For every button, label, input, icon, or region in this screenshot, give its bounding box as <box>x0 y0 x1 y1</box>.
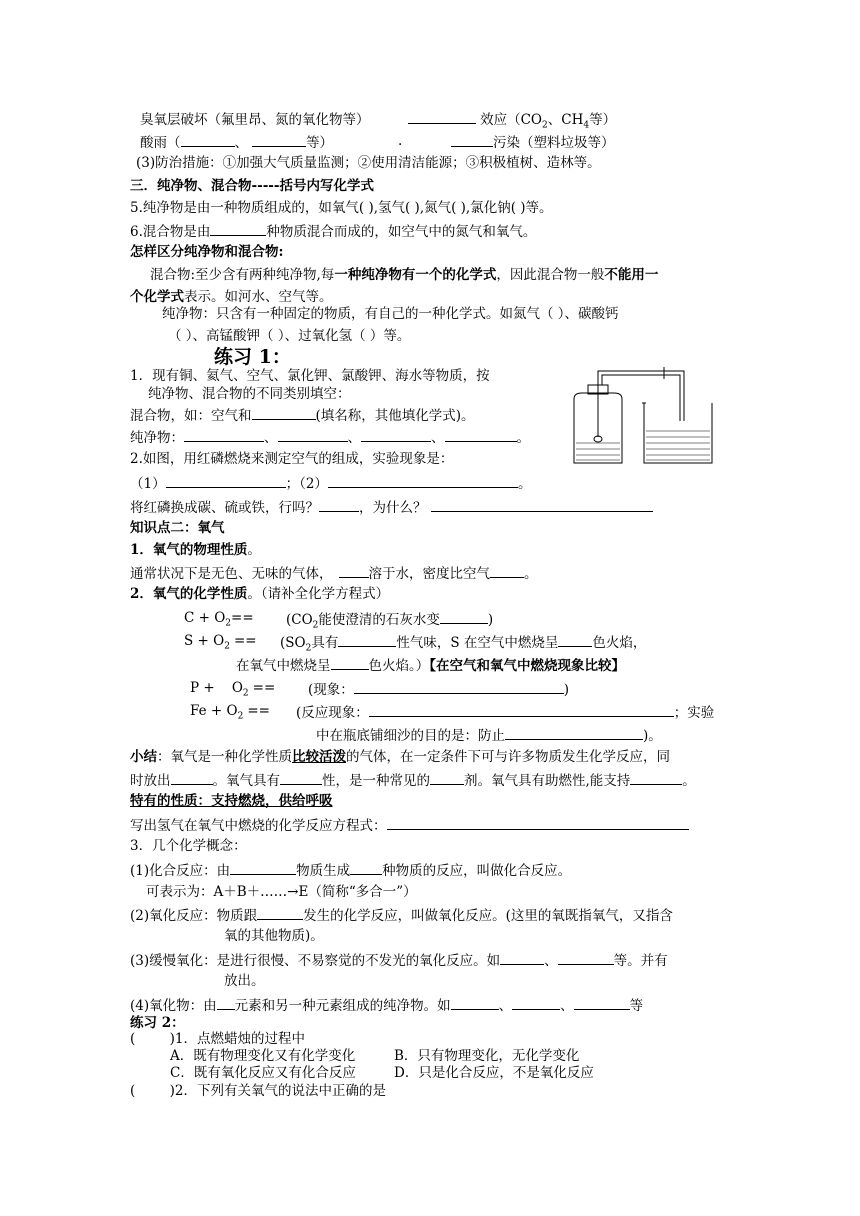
text: 元素和另一种元素组成的纯净物。如 <box>234 998 451 1014</box>
text: ；（2） <box>285 476 328 492</box>
text: 能使澄清的石灰水变 <box>318 612 440 628</box>
text: )。 <box>643 728 662 744</box>
chemical-properties-title <box>130 585 389 603</box>
blank[interactable] <box>408 109 476 124</box>
text: S + O <box>184 633 225 649</box>
text: 性，是一种常见的 <box>322 773 430 789</box>
text: 6.混合物是由 <box>130 224 211 240</box>
ex1-q2: 2.如图，用红磷燃烧来测定空气的组成，实验现象是： <box>130 451 454 467</box>
text: (SO <box>280 635 306 651</box>
ex1-q1-line-b: 纯净物、混合物的不同类别填空： <box>148 386 351 402</box>
blank[interactable] <box>440 609 488 624</box>
blank[interactable] <box>451 995 499 1010</box>
blank[interactable] <box>451 132 493 147</box>
equation-phosphorus <box>190 679 275 703</box>
text: 。 <box>682 773 696 789</box>
subscript: 2 <box>224 641 230 652</box>
text: 种物质的反应，叫做化合反应。 <box>382 863 572 879</box>
blank[interactable] <box>445 427 517 442</box>
subscript: 2 <box>225 618 232 629</box>
text: C + O <box>184 610 226 626</box>
equation-iron <box>190 702 270 726</box>
text: 。 <box>516 430 530 446</box>
exercise-1-title: 练习 1： <box>214 346 291 368</box>
text: 。（请补全化学方程式） <box>247 586 390 602</box>
blank[interactable] <box>331 655 369 670</box>
equation-carbon-note <box>286 609 493 635</box>
text: 、 <box>560 998 574 1014</box>
text: (2)氧化反应：物质跟 <box>130 908 258 924</box>
section-heading-3: 三．纯净物、混合物-----括号内写化学式 <box>130 178 375 194</box>
distinguish-heading: 怎样区分纯净物和混合物: <box>130 244 284 260</box>
text: 色火焰， <box>592 635 647 651</box>
text: P + O <box>190 680 243 696</box>
text-bold: 一种纯净物有一个的化学式 <box>334 267 497 283</box>
mixture-definition <box>130 221 536 241</box>
text: 表示。如河水、空气等。 <box>184 289 333 305</box>
text: 等。并有 <box>613 953 668 969</box>
blank[interactable] <box>252 132 306 147</box>
ex1-q1-line-a: 1．现有铜、氦气、空气、氯化钾、氯酸钾、海水等物质，按 <box>130 368 490 384</box>
physical-properties-line <box>130 563 538 583</box>
text: ；实验 <box>673 705 715 721</box>
text: (填名称，其他填化学式)。 <box>315 408 475 424</box>
blank[interactable] <box>387 815 689 830</box>
blank[interactable] <box>350 860 382 875</box>
concept-oxide <box>130 995 643 1015</box>
text: ，因此混合物一般 <box>496 267 605 283</box>
text: 色火焰。） <box>368 658 430 674</box>
question-1: ( )1．点燃蜡烛的过程中 <box>130 1031 305 1047</box>
blank[interactable] <box>257 905 303 920</box>
blank[interactable] <box>319 497 359 512</box>
equation-iron-note-2 <box>316 725 662 745</box>
blank[interactable] <box>361 427 431 442</box>
blank[interactable] <box>280 770 322 785</box>
text: 混合物，如：空气和 <box>130 408 252 424</box>
question-2: ( )2．下列有关氧气的说法中正确的是 <box>130 1083 386 1099</box>
blank[interactable] <box>500 950 544 965</box>
text: (4)氧化物：由 <box>130 998 217 1014</box>
concept-combination <box>130 860 571 880</box>
pollution-line-2 <box>140 132 333 152</box>
text: 等 <box>629 998 644 1014</box>
blank[interactable] <box>354 679 564 694</box>
ex1-q3 <box>130 497 653 517</box>
question-1-option-d: D．只是化合反应，不是氧化反应 <box>394 1065 594 1081</box>
text: 污染（塑料垃圾等） <box>493 135 615 151</box>
text: 混合物:至少含有两种纯净物,每 <box>150 267 335 283</box>
text-bold: 2．氧气的化学性质 <box>130 586 248 602</box>
text: == <box>231 610 254 626</box>
text-bold: 1．氧气的物理性质 <box>130 542 248 558</box>
blank[interactable] <box>338 632 396 647</box>
pure-explanation-2: （ ）、高锰酸钾（ ）、过氧化氢（ ）等。 <box>168 328 411 344</box>
text: 性气味，S 在空气中燃烧呈 <box>396 635 559 651</box>
text: 写出氢气在氧气中燃烧的化学反应方程式： <box>130 818 387 834</box>
blank[interactable] <box>217 995 235 1010</box>
special-properties: 特有的性质：支持燃烧，供给呼吸 <box>130 793 333 809</box>
text: == <box>233 633 257 649</box>
text: 纯净物： <box>130 430 184 446</box>
text: （1） <box>130 476 166 492</box>
concept-slow-oxidation-2: 放出。 <box>224 973 265 989</box>
text: 、 <box>498 998 513 1014</box>
text: 、 <box>264 430 278 446</box>
text: 的气体，在一定条件下可与许多物质发生化学反应，同 <box>346 749 670 765</box>
text: 臭氧层破坏（氟里昂、氮的氧化物等） <box>140 112 370 128</box>
blank[interactable] <box>574 995 630 1010</box>
blank[interactable] <box>630 770 682 785</box>
blank[interactable] <box>558 632 592 647</box>
equation-carbon <box>184 609 254 633</box>
text: (1)化合反应：由 <box>130 863 231 879</box>
text: 。 <box>517 476 532 492</box>
text: 剂。氧气具有助燃性,能支持 <box>464 773 631 789</box>
text: (3)缓慢氧化：是进行很慢、不易察觉的不发光的氧化反应。如 <box>130 953 501 969</box>
text: 、CH <box>547 112 584 128</box>
physical-properties-title <box>130 541 261 559</box>
equation-sulfur-note-2 <box>236 655 625 675</box>
pollution-line-2b <box>451 132 615 152</box>
concept-combination-formula: 可表示为：A＋B＋……→E（简称“多合一”） <box>146 884 417 900</box>
text: 效应（CO <box>480 112 542 128</box>
knowledge-point-2: 知识点二：氧气 <box>130 520 225 536</box>
pure-explanation-1: 纯净物：只含有一种固定的物质，有自己的一种化学式。如氮气（ ）、碳酸钙 <box>162 306 619 322</box>
ex1-pure-answer <box>130 427 530 447</box>
blank[interactable] <box>339 563 369 578</box>
question-1-option-c: C．既有氧化反应又有化合反应 <box>170 1065 356 1081</box>
text: (现象： <box>308 682 354 698</box>
pollution-line-1 <box>140 109 616 135</box>
text: 溶于水，密度比空气 <box>368 566 490 582</box>
text: 、 <box>544 953 558 969</box>
hydrogen-equation-prompt <box>130 815 689 835</box>
summary-line-2 <box>130 770 696 790</box>
text: 、 <box>431 430 445 446</box>
text: 种物质混合而成的，如空气中的氮气和氧气。 <box>266 224 537 240</box>
text: ) <box>563 682 570 698</box>
equation-iron-note <box>296 702 714 722</box>
concept-oxidation-2: 氧的其他物质)。 <box>224 928 324 944</box>
ex1-mixture-answer <box>130 405 475 425</box>
blank[interactable] <box>252 405 316 420</box>
summary-line-1 <box>130 748 670 766</box>
question-1-option-a: A．既有物理变化又有化学变化 <box>170 1048 356 1064</box>
text-bold: 【在空气和氧气中燃烧现象比较】 <box>429 658 625 674</box>
ex1-q2-answers <box>130 473 531 493</box>
exercise-2-title: 练习 2： <box>130 1015 185 1031</box>
pollution-dot: . <box>398 133 403 149</box>
subscript: 2 <box>305 643 312 654</box>
question-1-option-b: B．只有物理变化，无化学变化 <box>394 1048 580 1064</box>
text: 酸雨（ <box>140 135 181 151</box>
subscript: 2 <box>542 120 548 131</box>
mixture-explanation-2 <box>130 288 333 306</box>
text: == <box>247 703 270 719</box>
blank[interactable] <box>181 132 235 147</box>
text: 在氧气中燃烧呈 <box>236 658 331 674</box>
mixture-explanation-1 <box>150 266 658 284</box>
text-bold: 小结 <box>130 749 157 765</box>
subscript: 2 <box>312 620 319 631</box>
blank[interactable] <box>210 221 266 236</box>
text: 物质生成 <box>296 863 351 879</box>
text: 、 <box>347 430 361 446</box>
concept-oxidation <box>130 905 673 925</box>
equation-phosphorus-note <box>308 679 569 699</box>
pure-substance-definition: 5.纯净物是由一种物质组成的，如氧气( ),氢气( ),氮气( ),氯化钠( )等。 <box>130 200 553 216</box>
blank[interactable] <box>431 497 653 512</box>
text: 通常状况下是无色、无味的气体， <box>130 566 333 582</box>
blank[interactable] <box>490 563 524 578</box>
text: Fe + O <box>190 703 238 719</box>
text: (CO <box>286 612 313 628</box>
text: 时放出 <box>130 773 171 789</box>
text: 。氧气具有 <box>212 773 280 789</box>
blank[interactable] <box>184 427 264 442</box>
text: ，为什么？ <box>359 500 427 516</box>
equation-sulfur-note <box>280 632 646 658</box>
text: ) <box>487 612 494 628</box>
text: 。 <box>524 566 538 582</box>
blank[interactable] <box>505 725 643 740</box>
text: 将红磷换成碳、硫或铁，行吗？ <box>130 500 319 516</box>
subscript: 2 <box>237 711 244 722</box>
blank[interactable] <box>328 473 518 488</box>
concepts-title: 3．几个化学概念： <box>130 838 247 854</box>
blank[interactable] <box>166 473 286 488</box>
text: == <box>252 680 276 696</box>
text: 。 <box>247 542 261 558</box>
blank[interactable] <box>171 770 213 785</box>
text: 等） <box>306 135 333 151</box>
prevention-measures: (3)防治措施：①加强大气质量监测；②使用清洁能源；③积极植树、造林等。 <box>136 155 601 171</box>
text-bold: 个化学式 <box>130 289 184 305</box>
text: 等） <box>589 112 617 128</box>
red-phosphorus-apparatus-figure <box>562 363 720 467</box>
blank[interactable] <box>512 995 560 1010</box>
subscript: 2 <box>242 688 249 699</box>
subscript: 4 <box>583 120 590 131</box>
text-bold: 比较活泼 <box>292 749 346 765</box>
blank[interactable] <box>278 427 348 442</box>
text-bold: 不能用一 <box>604 267 659 283</box>
text: 发生的化学反应，叫做氧化反应。(这里的氧既指氧气，又指含 <box>303 908 673 924</box>
text: 中在瓶底铺细沙的目的是：防止 <box>316 728 505 744</box>
text: 、 <box>234 135 248 151</box>
equation-sulfur <box>184 632 257 656</box>
blank[interactable] <box>230 860 296 875</box>
text: 具有 <box>311 635 339 651</box>
text: (反应现象： <box>296 705 369 721</box>
concept-slow-oxidation <box>130 950 668 970</box>
blank[interactable] <box>430 770 464 785</box>
blank[interactable] <box>558 950 614 965</box>
text: ：氧气是一种化学性质 <box>157 749 292 765</box>
blank[interactable] <box>369 702 674 717</box>
